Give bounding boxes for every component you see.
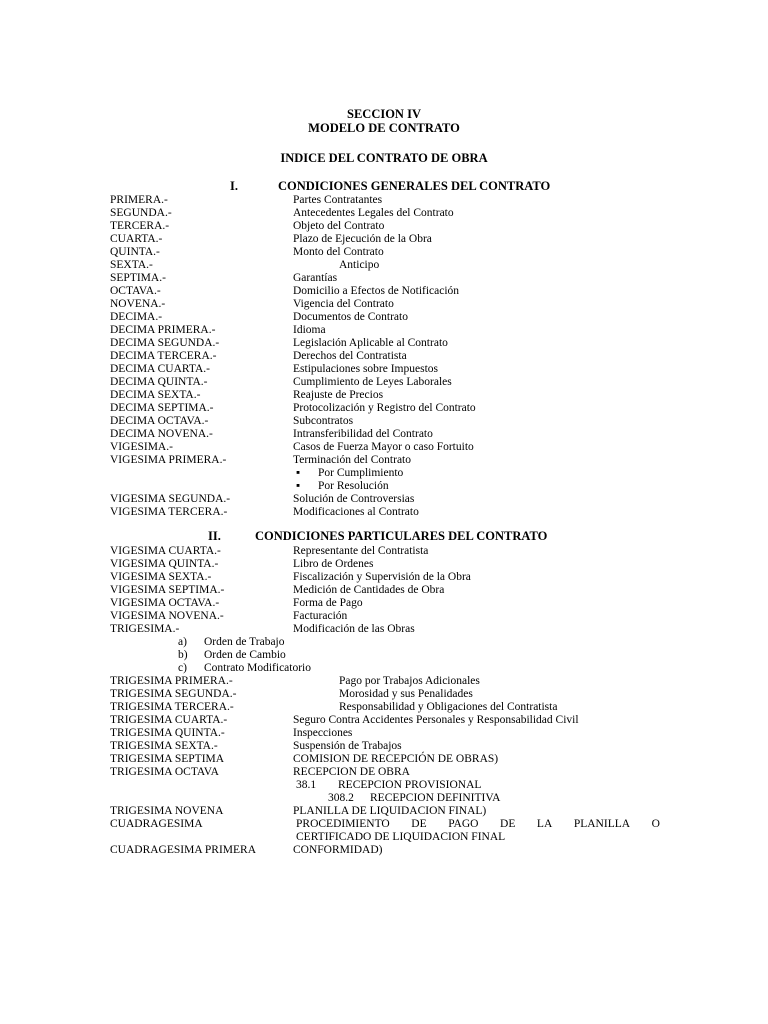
clause-label: SEGUNDA.- — [110, 207, 172, 219]
clause-title: Terminación del Contrato — [293, 454, 411, 466]
clause-row — [110, 233, 670, 246]
index-title: INDICE DEL CONTRATO DE OBRA — [280, 151, 488, 165]
clause-row — [110, 727, 670, 740]
clause-title: Modificaciones al Contrato — [293, 506, 419, 518]
clause-label: SEXTA.- — [110, 259, 153, 271]
square-bullet-icon: ▪ — [296, 480, 301, 492]
clause-row — [110, 415, 670, 428]
section-1-number: I. — [230, 179, 238, 193]
section-2-heading — [0, 530, 768, 544]
clause-label: TRIGESIMA.- — [110, 623, 180, 635]
clause-label: DECIMA PRIMERA.- — [110, 324, 216, 336]
clause-label: PRIMERA.- — [110, 194, 168, 206]
clause-row — [110, 389, 670, 402]
clause-label: VIGESIMA TERCERA.- — [110, 506, 228, 518]
clause-title: Subcontratos — [293, 415, 354, 427]
model-heading: MODELO DE CONTRATO — [308, 121, 460, 135]
clause-row — [110, 207, 670, 220]
clause-label: NOVENA.- — [110, 298, 166, 310]
clause-label: TRIGESIMA SEPTIMA — [110, 753, 225, 765]
clause-title: RECEPCION DE OBRA — [293, 766, 410, 778]
clause-label: DECIMA CUARTA.- — [110, 363, 210, 375]
clause-row — [110, 272, 670, 285]
clause-title: Intransferibilidad del Contrato — [293, 428, 433, 440]
clause-title: COMISION DE RECEPCIÓN DE OBRAS) — [293, 753, 499, 765]
section-1-title: CONDICIONES GENERALES DEL CONTRATO — [278, 179, 551, 193]
clause-label: TRIGESIMA SEXTA.- — [110, 740, 218, 752]
clause-title: Cumplimiento de Leyes Laborales — [293, 376, 452, 388]
clause-label: VIGESIMA SEXTA.- — [110, 571, 212, 583]
clause-label: VIGESIMA.- — [110, 441, 173, 453]
clause-title: Medición de Cantidades de Obra — [293, 584, 445, 596]
clause-row — [110, 610, 670, 623]
clause-title: Antecedentes Legales del Contrato — [293, 207, 454, 219]
clause-label: TRIGESIMA QUINTA.- — [110, 727, 225, 739]
clause-title: Inspecciones — [293, 727, 353, 739]
clause-row — [110, 285, 670, 298]
clause-label: DECIMA NOVENA.- — [110, 428, 213, 440]
clause-row — [110, 753, 670, 766]
clause-row — [110, 506, 670, 519]
clause-row — [110, 571, 670, 584]
clause-row — [110, 259, 670, 272]
clause-row — [110, 714, 670, 727]
clause-label: VIGESIMA PRIMERA.- — [110, 454, 227, 466]
clause-label: VIGESIMA OCTAVA.- — [110, 597, 220, 609]
clause-title-continuation: CERTIFICADO DE LIQUIDACION FINAL — [296, 831, 506, 843]
clause-label: TERCERA.- — [110, 220, 170, 232]
clause-label: TRIGESIMA TERCERA.- — [110, 701, 234, 713]
clause-label: OCTAVA.- — [110, 285, 161, 297]
clause-title: Garantías — [293, 272, 338, 284]
clause-row — [110, 623, 670, 636]
clause-row — [110, 740, 670, 753]
clause-title: Estipulaciones sobre Impuestos — [293, 363, 439, 375]
section-2-title: CONDICIONES PARTICULARES DEL CONTRATO — [255, 529, 548, 543]
square-bullet-icon: ▪ — [296, 467, 301, 479]
clause-title: Pago por Trabajos Adicionales — [339, 675, 480, 687]
clause-label: CUADRAGESIMA — [110, 818, 203, 830]
clause-title: Vigencia del Contrato — [293, 298, 394, 310]
clause-row — [110, 766, 670, 779]
clause-row — [110, 337, 670, 350]
clause-label: DECIMA OCTAVA.- — [110, 415, 209, 427]
clause-row — [110, 454, 670, 467]
clause-row — [110, 688, 670, 701]
clause-row — [110, 675, 670, 688]
clause-title: Fiscalización y Supervisión de la Obra — [293, 571, 471, 583]
clause-title-justified: PROCEDIMIENTO DE PAGO DE LA PLANILLA O — [296, 818, 660, 830]
clause-row — [110, 597, 670, 610]
document-page: SECCION IV MODELO DE CONTRATO INDICE DEL CONTRATO DE OBRA I. CONDICIONES GENERALES DEL CONTRATO PRIMERA.- Partes Contratantes SEGUNDA.- Antecedentes Legales del Contrato TERCERA.- Objeto del Contrato CUARTA.- Plazo de Ejecución de la Obra QUINTA.- Monto del Contrato SEXTA.- Anticipo SEPTIMA.- Garantías OCTAVA.- Domicilio a Efectos de Notificación NOVENA.- Vigencia del Contrato DECIMA.- Documentos de Contrato DECIMA PRIMERA.- Idioma DECIMA SEGUNDA.- Legislación Aplicable al Contrato DECIMA TERCERA.- Derechos del Contratista DECIMA CUARTA.- Estipulaciones sobre Impuestos DECIMA QUINTA.- Cumplimiento de Leyes Laborales DECIMA SEXTA.- Reajuste de Precios DECIMA SEPTIMA.- Protocolización y Registro del Contrato DECIMA OCTAVA.- Subcontratos DECIMA NOVENA.- Intransferibilidad del Contrato VIGESIMA.- Casos de Fuerza Mayor o caso Fortuito VIGESIMA PRIMERA.- Terminación del Contrato ▪ Por Cumplimiento ▪ Por Resolución VIGESIMA SEGUNDA.- Solución de Controversias VIGESIMA TERCERA.- Modificaciones al Contrato II. CONDICIONES PARTICULARES DEL CONTRATO VIGESIMA CUARTA.- Representante del Contratista VIGESIMA QUINTA.- Libro de Ordenes VIGESIMA SEXTA.- Fiscalización y Supervisión de la Obra VIGESIMA SEPTIMA.- Medición de Cantidades de Obra VIGESIMA OCTAVA.- Forma de Pago VIGESIMA NOVENA.- Facturación TRIGESIMA.- Modificación de las Obras a) Orden de Trabajo b) Orden de Cambio c) Contrato Modificatorio TRIGESIMA PRIMERA.- Pago por Trabajos Adicionales TRIGESIMA SEGUNDA.- Morosidad y sus Penalidades TRIGESIMA TERCERA.- Responsabilidad y Obligaciones del Contratista TRIGESIMA CUARTA.- Seguro Contra Accidentes Personales y Responsabilidad Civil TRIGESIMA QUINTA.- Inspecciones TRIGESIMA SEXTA.- Suspensión de Trabajos TRIGESIMA SEPTIMA COMISION DE RECEPCIÓN DE OBRAS) TRIGESIMA OCTAVA RECEPCION DE OBRA 38.1 RECEPCION PROVISIONAL 308.2 RECEPCION DEFINITIVA TRIGESIMA NOVENA PLANILLA DE LIQUIDACION FINAL) CUADRAGESIMA PROCEDIMIENTO DE PAGO DE LA PLANILLA O CERTIFICADO DE LIQUIDACION FINAL CUADRAGESIMA PRIMERA CONFORMIDAD) — [0, 0, 768, 1024]
clause-row — [110, 246, 670, 259]
clause-title: Plazo de Ejecución de la Obra — [293, 233, 432, 245]
clause-title: Documentos de Contrato — [293, 311, 408, 323]
clause-title: Partes Contratantes — [293, 194, 383, 206]
clause-title: Suspensión de Trabajos — [293, 740, 402, 752]
clause-row — [110, 376, 670, 389]
clause-row — [110, 298, 670, 311]
clause-label: TRIGESIMA NOVENA — [110, 805, 224, 817]
clause-row — [110, 194, 670, 207]
clause-label: TRIGESIMA SEGUNDA.- — [110, 688, 237, 700]
clause-title: Facturación — [293, 610, 348, 622]
clause-label: VIGESIMA QUINTA.- — [110, 558, 219, 570]
clause-title: Derechos del Contratista — [293, 350, 407, 362]
clause-label: DECIMA.- — [110, 311, 163, 323]
clause-title: Forma de Pago — [293, 597, 363, 609]
clause-title: Domicilio a Efectos de Notificación — [293, 285, 460, 297]
clause-title: Anticipo — [339, 259, 380, 271]
clause-title: Responsabilidad y Obligaciones del Contratista — [339, 701, 558, 713]
clause-title: Protocolización y Registro del Contrato — [293, 402, 476, 414]
clause-title: Morosidad y sus Penalidades — [339, 688, 473, 700]
clause-label: VIGESIMA SEGUNDA.- — [110, 493, 231, 505]
clause-row — [110, 844, 670, 857]
clause-label: CUADRAGESIMA PRIMERA — [110, 844, 257, 856]
clause-title: Modificación de las Obras — [293, 623, 415, 635]
clause-label: VIGESIMA NOVENA.- — [110, 610, 224, 622]
clause-label: TRIGESIMA CUARTA.- — [110, 714, 228, 726]
clause-label: QUINTA.- — [110, 246, 160, 258]
clause-label: TRIGESIMA PRIMERA.- — [110, 675, 233, 687]
clause-label: CUARTA.- — [110, 233, 163, 245]
section-2-number: II. — [208, 529, 221, 543]
clause-title: Seguro Contra Accidentes Personales y Responsabilidad Civil — [293, 714, 579, 726]
clause-label: DECIMA QUINTA.- — [110, 376, 208, 388]
clause-label: TRIGESIMA OCTAVA — [110, 766, 219, 778]
clause-title: Libro de Ordenes — [293, 558, 374, 570]
clause-title: Solución de Controversias — [293, 493, 415, 505]
clause-row — [110, 441, 670, 454]
clause-label: VIGESIMA CUARTA.- — [110, 545, 221, 557]
clause-row — [110, 701, 670, 714]
clause-label: DECIMA SEGUNDA.- — [110, 337, 220, 349]
clause-title: Monto del Contrato — [293, 246, 384, 258]
clause-row — [110, 220, 670, 233]
clause-title: Representante del Contratista — [293, 545, 429, 557]
clause-label: VIGESIMA SEPTIMA.- — [110, 584, 225, 596]
clause-title: Legislación Aplicable al Contrato — [293, 337, 448, 349]
clause-row — [110, 545, 670, 558]
clause-label: DECIMA TERCERA.- — [110, 350, 217, 362]
clause-label: DECIMA SEXTA.- — [110, 389, 201, 401]
clause-row — [110, 350, 670, 363]
clause-row — [110, 493, 670, 506]
clause-label: SEPTIMA.- — [110, 272, 166, 284]
clause-title: CONFORMIDAD) — [293, 844, 383, 856]
clause-label: DECIMA SEPTIMA.- — [110, 402, 214, 414]
clause-title: Reajuste de Precios — [293, 389, 384, 401]
clause-row — [110, 805, 670, 818]
clause-row — [110, 584, 670, 597]
clause-row — [110, 311, 670, 324]
section-1-heading — [0, 180, 768, 194]
clause-row — [110, 363, 670, 376]
section-heading: SECCION IV — [347, 107, 421, 121]
clause-row — [110, 428, 670, 441]
clause-row — [110, 324, 670, 337]
clause-title: Casos de Fuerza Mayor o caso Fortuito — [293, 441, 474, 453]
clause-title: PLANILLA DE LIQUIDACION FINAL) — [293, 805, 487, 817]
clause-title: Idioma — [293, 324, 326, 336]
clause-row — [110, 558, 670, 571]
clause-row — [110, 402, 670, 415]
clause-title: Objeto del Contrato — [293, 220, 385, 232]
